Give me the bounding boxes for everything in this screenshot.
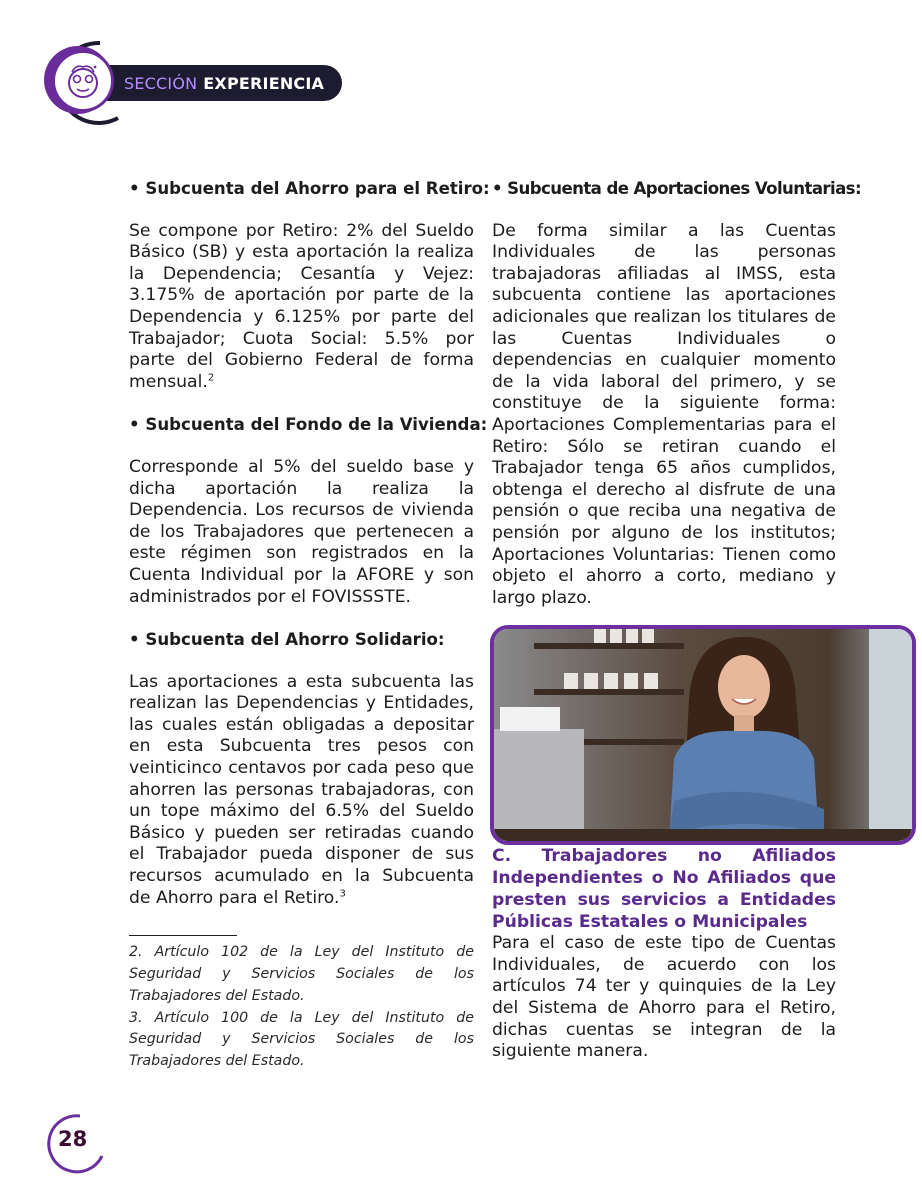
subcuenta-vivienda-heading: • Subcuenta del Fondo de la Vivienda: — [129, 415, 488, 435]
subcuenta-ahorro-retiro-heading: • Subcuenta del Ahorro para el Retiro: — [129, 179, 490, 198]
subcuenta-aportaciones-voluntarias-heading: • Subcuenta de Aportaciones Voluntarias: — [492, 179, 861, 198]
left-column — [129, 174, 490, 1073]
subcuenta-aportaciones-voluntarias-paragraph: De forma similar a las Cuentas Individuales de las personas trabajadoras afiliadas al IMSS, esta subcuenta contiene las aportaciones adicionales que realizan los titulares de las Cuentas Individuales o dependencias en cualquier momento de la vida laboral del primero, y se constituye de la siguiente forma: Aportaciones Complementarias para el Retiro: Sólo se retiran cuando el Trabajador tenga 65 años cumplidos, obtenga el derecho al disfrute de una pensión o que reciba una negativa de pensión por alguno de los institutos; Aportaciones Voluntarias: Tienen como objeto el ahorro a corto, mediano y largo plazo. — [492, 220, 836, 608]
section-c-paragraph: Para el caso de este tipo de Cuentas Individuales, de acuerdo con los artículos 74 ter y quinquies de la Ley del Sistema de Ahorro para el Retiro, dichas cuentas se integran de la siguiente manera. — [492, 933, 836, 1062]
subcuenta-ahorro-retiro-paragraph: Se compone por Retiro: 2% del Sueldo Básico (SB) y esta aportación la realiza la Dependencia; Cesantía y Vejez: 3.175% de aportación por parte de la Dependencia y 6.125% por parte del Trabajador; Cuota Social: 5.5% por parte del Gobierno Federal de forma mensual.$^2$ — [129, 220, 474, 392]
mascot-icon — [52, 50, 114, 112]
subcuenta-ahorro-solidario-heading: • Subcuenta del Ahorro Solidario: — [129, 630, 445, 650]
section-header-pill — [96, 65, 342, 101]
page-number: 28 — [58, 1127, 88, 1151]
section-c-title: C. Trabajadores no Afiliados Independientes o No Afiliados que presten sus servicios a Entidades Públicas Estatales o Municipales — [492, 846, 836, 933]
section-name: EXPERIENCIA — [203, 73, 325, 93]
cafe-woman-photo — [490, 625, 916, 845]
footnote-2: 2. Artículo 102 de la Ley del Instituto de Seguridad y Servicios Sociales de los Trabajadores del Estado. — [129, 944, 474, 1004]
right-column — [492, 174, 861, 1084]
footnote-ref-3: 3 — [339, 887, 346, 899]
footnote-3: 3. Artículo 100 de la Ley del Instituto de Seguridad y Servicios Sociales de los Trabajadores del Estado. — [129, 1009, 474, 1070]
footnote-divider — [129, 935, 237, 936]
section-label: SECCIÓN — [124, 73, 198, 93]
subcuenta-vivienda-paragraph: Corresponde al 5% del sueldo base y dicha aportación la realiza la Dependencia. Los recursos de vivienda de los Trabajadores que pertenecen a este régimen son registrados en la Cuenta Individual por la AFORE y son administrados por el FOVISSSTE. — [129, 456, 474, 607]
subcuenta-ahorro-solidario-paragraph: Las aportaciones a esta subcuenta las realizan las Dependencias y Entidades, las cuales están obligadas a depositar en esta Subcuenta tres pesos con veinticinco centavos por cada peso que ahorren las personas trabajadoras, con un tope máximo del 6.5% del Sueldo Básico y pueden ser retiradas cuando el Trabajador pueda disponer de sus recursos acumulado en la Subcuenta de Ahorro para el Retiro.$^3$ — [129, 671, 474, 908]
footnote-ref-2: 2 — [207, 372, 215, 384]
